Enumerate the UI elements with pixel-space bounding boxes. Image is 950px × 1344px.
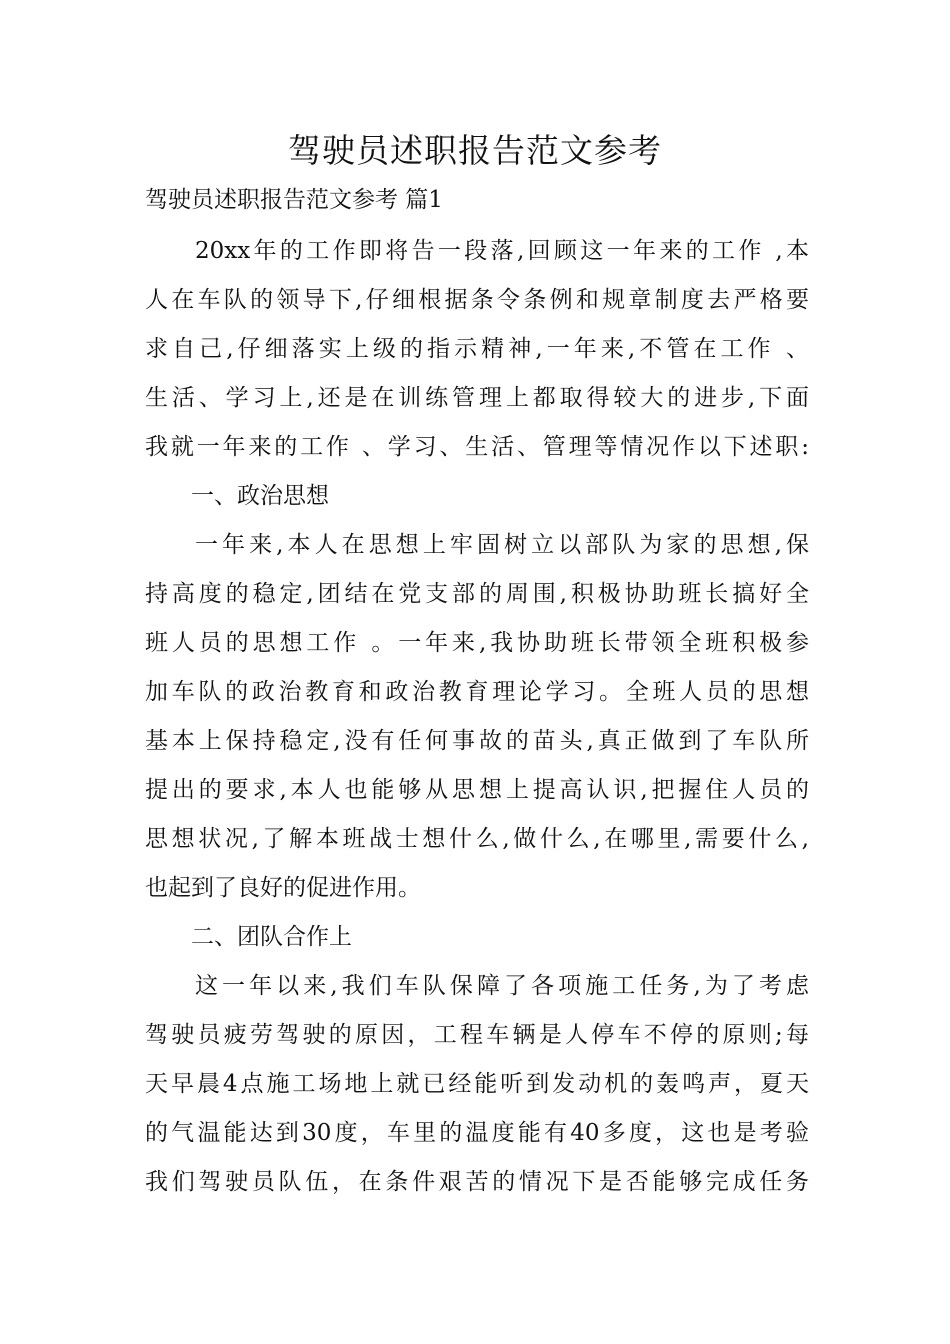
paragraph-line: 20xx年的工作即将告一段落,回顾这一年来的工作 ,本 <box>195 238 809 264</box>
paragraph-line: 一年来,本人在思想上牢固树立以部队为家的思想,保 <box>195 532 809 558</box>
paragraph-line: 求自己,仔细落实上级的指示精神,一年来,不管在工作 、 <box>145 336 809 362</box>
paragraph-line: 班人员的思想工作 。一年来,我协助班长带领全班积极参 <box>145 630 809 656</box>
document-subtitle: 驾驶员述职报告范文参考 篇1 <box>145 187 443 213</box>
section-heading: 二、团队合作上 <box>191 924 352 950</box>
paragraph-line: 也起到了良好的促进作用。 <box>145 875 421 901</box>
paragraph-line: 天早晨4点施工场地上就已经能听到发动机的轰鸣声，夏天 <box>145 1071 809 1097</box>
document-title: 驾驶员述职报告范文参考 <box>288 131 662 170</box>
section-heading: 一、政治思想 <box>191 483 329 509</box>
paragraph-line: 人在车队的领导下,仔细根据条令条例和规章制度去严格要 <box>145 287 809 313</box>
paragraph-line: 我就一年来的工作 、学习、生活、管理等情况作以下述职: <box>145 434 809 460</box>
paragraph-line: 持高度的稳定,团结在党支部的周围,积极协助班长搞好全 <box>145 581 809 607</box>
paragraph-line: 这一年以来,我们车队保障了各项施工任务,为了考虑 <box>195 973 809 999</box>
paragraph-line: 生活、学习上,还是在训练管理上都取得较大的进步,下面 <box>145 385 809 411</box>
paragraph-line: 加车队的政治教育和政治教育理论学习。全班人员的思想 <box>145 679 809 705</box>
paragraph-line: 思想状况,了解本班战士想什么,做什么,在哪里,需要什么, <box>145 826 809 852</box>
paragraph-line: 的气温能达到30度，车里的温度能有40多度，这也是考验 <box>145 1120 809 1146</box>
paragraph-line: 提出的要求,本人也能够从思想上提高认识,把握住人员的 <box>145 777 809 803</box>
paragraph-line: 基本上保持稳定,没有任何事故的苗头,真正做到了车队所 <box>145 728 809 754</box>
paragraph-line: 我们驾驶员队伍，在条件艰苦的情况下是否能够完成任务 <box>145 1169 809 1195</box>
document-body <box>145 227 809 1207</box>
paragraph-line: 驾驶员疲劳驾驶的原因，工程车辆是人停车不停的原则;每 <box>145 1022 809 1048</box>
